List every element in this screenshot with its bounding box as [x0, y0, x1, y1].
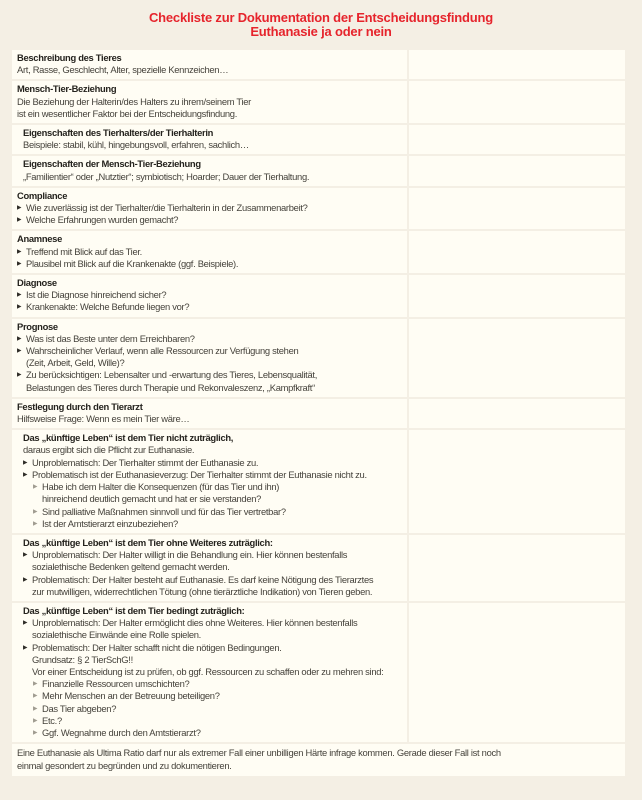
- row-line-text: Unproblematisch: Der Halter willigt in die Behandlung ein. Hier können bestenfalls: [32, 549, 348, 561]
- row-line: [33, 518, 399, 530]
- table-row-mensch-tier-beziehung: [12, 81, 625, 123]
- row-line: [23, 574, 399, 586]
- row-heading: Eigenschaften des Tierhalters/der Tierhalterin: [23, 127, 214, 139]
- row-line-text: Unproblematisch: Der Halter ermöglicht dies ohne Weiteres. Hier können bestenfalls: [32, 617, 358, 629]
- bullet-icon: ▶: [17, 335, 22, 342]
- row-heading: Eigenschaften der Mensch-Tier-Beziehung: [23, 158, 201, 170]
- table-row-anamnese: [12, 231, 625, 273]
- row-line: [33, 727, 399, 739]
- row-heading: Diagnose: [17, 277, 57, 289]
- row-line-text: Problematisch: Der Halter besteht auf Euthanasie. Es darf keine Nötigung des Tierarztes: [32, 573, 374, 585]
- page-title-line-1: Checkliste zur Dokumentation der Entscheidungsfindung: [148, 10, 494, 25]
- row-heading: Compliance: [17, 189, 68, 201]
- sub-bullet-icon: ▶: [33, 729, 38, 736]
- bullet-icon: ▶: [23, 644, 28, 651]
- row-line: [17, 413, 399, 425]
- row-line-text: Krankenakte: Welche Befunde liegen vor?: [26, 301, 190, 313]
- notes-cell: [409, 188, 625, 230]
- bullet-icon: ▶: [23, 459, 28, 466]
- row-line-text: Was ist das Beste unter dem Erreichbaren?: [26, 332, 195, 344]
- row-line: [17, 64, 399, 76]
- sub-bullet-icon: ▶: [33, 681, 38, 688]
- row-line: [33, 703, 399, 715]
- row-line: [23, 171, 399, 183]
- row-content: [12, 156, 407, 185]
- row-line: [17, 214, 399, 226]
- row-line: [23, 549, 399, 561]
- row-line: [17, 382, 399, 394]
- row-content: [12, 535, 407, 601]
- row-line: [33, 506, 399, 518]
- row-line: [17, 301, 399, 313]
- bullet-icon: ▶: [23, 552, 28, 559]
- row-line: [23, 617, 399, 629]
- bullet-icon: ▶: [17, 260, 22, 267]
- sub-bullet-icon: ▶: [33, 484, 38, 491]
- row-line-text: Wahrscheinlicher Verlauf, wenn alle Ressourcen zur Verfügung stehen: [26, 345, 299, 357]
- row-line-text: Welche Erfahrungen wurden gemacht?: [26, 214, 179, 226]
- row-line: [17, 96, 399, 108]
- page-title-line-2: Euthanasie ja oder nein: [250, 24, 392, 39]
- row-content: [12, 430, 407, 533]
- row-content: [12, 399, 407, 428]
- row-line-text: „Familientier“ oder „Nutztier“; symbiotisch; Hoarder; Dauer der Tierhaltung.: [23, 170, 310, 182]
- row-heading: Anamnese: [17, 233, 63, 245]
- row-line-text: sozialethische Bedenken geltend gemacht werden.: [32, 561, 230, 573]
- notes-cell: [409, 275, 625, 317]
- sub-bullet-icon: ▶: [33, 508, 38, 515]
- table-row-kuenftiges-leben-nicht-zutraeglich: [12, 430, 625, 533]
- row-line-text: ist ein wesentlicher Faktor bei der Entscheidungsfindung.: [17, 107, 238, 119]
- row-line-text: Problematisch ist der Euthanasieverzug: Der Tierhalter stimmt der Euthanasie nicht zu.: [32, 468, 367, 480]
- table-row-kuenftiges-leben-ohne-weiteres-zutraeglich: [12, 535, 625, 601]
- footer-note: [12, 744, 625, 776]
- row-line-text: Art, Rasse, Geschlecht, Alter, spezielle Kennzeichen…: [17, 64, 229, 76]
- notes-cell: [409, 319, 625, 397]
- notes-cell: [409, 603, 625, 742]
- row-heading: Das „künftige Leben“ ist dem Tier bedingt zuträglich:: [23, 604, 245, 616]
- sub-bullet-icon: ▶: [33, 705, 38, 712]
- row-line: [23, 561, 399, 573]
- row-line: [17, 258, 399, 270]
- row-content: [12, 603, 407, 742]
- table-row-eigenschaften-mensch-tier-beziehung: [12, 156, 625, 185]
- row-line-text: Wie zuverlässig ist der Tierhalter/die Tierhalterin in der Zusammenarbeit?: [26, 202, 308, 214]
- row-heading: Das „künftige Leben“ ist dem Tier nicht zuträglich,: [23, 432, 234, 444]
- notes-cell: [409, 81, 625, 123]
- row-line: [17, 333, 399, 345]
- row-line-text: Plausibel mit Blick auf die Krankenakte (ggf. Beispiele).: [26, 257, 239, 269]
- row-content: [12, 81, 407, 123]
- row-heading: Beschreibung des Tieres: [17, 52, 122, 63]
- table-row-diagnose: [12, 275, 625, 317]
- row-heading: Festlegung durch den Tierarzt: [17, 400, 143, 412]
- sub-bullet-icon: ▶: [33, 717, 38, 724]
- row-line-text: Ggf. Wegnahme durch den Amtstierarzt?: [42, 726, 201, 738]
- row-line-text: Mehr Menschen an der Betreuung beteiligen?: [42, 690, 220, 702]
- row-line: [23, 493, 399, 505]
- row-line-text: Problematisch: Der Halter schafft nicht die nötigen Bedingungen.: [32, 641, 282, 653]
- sub-bullet-icon: ▶: [33, 520, 38, 527]
- row-heading: Prognose: [17, 320, 58, 332]
- row-content: [12, 231, 407, 273]
- row-line-text: Habe ich dem Halter die Konsequenzen (für das Tier und ihn): [42, 481, 280, 493]
- table-row-kuenftiges-leben-bedingt-zutraeglich: [12, 603, 625, 742]
- bullet-icon: ▶: [23, 620, 28, 627]
- bullet-icon: ▶: [17, 348, 22, 355]
- row-line-text: Ist der Amtstierarzt einzubeziehen?: [42, 517, 178, 529]
- row-line: [33, 690, 399, 702]
- row-line: [23, 457, 399, 469]
- row-line-text: sozialethische Einwände eine Rolle spielen.: [32, 629, 201, 641]
- checklist-table: [12, 50, 625, 742]
- bullet-icon: ▶: [17, 372, 22, 379]
- notes-cell: [409, 156, 625, 185]
- row-line-text: daraus ergibt sich die Pflicht zur Euthanasie.: [23, 444, 195, 456]
- footer-note-line-2: einmal gesondert zu begründen und zu dokumentieren.: [17, 759, 232, 771]
- row-line: [17, 246, 399, 258]
- row-content: [12, 50, 407, 79]
- row-line-text: Ist die Diagnose hinreichend sicher?: [26, 289, 167, 301]
- footer-note-line-1: Eine Euthanasie als Ultima Ratio darf nur als extremer Fall einer unbilligen Härte infrage kommen. Gerade dieser Fall ist noch: [17, 747, 501, 759]
- table-row-prognose: [12, 319, 625, 397]
- table-row-beschreibung-des-tieres: [12, 50, 625, 79]
- row-line-text: Unproblematisch: Der Tierhalter stimmt der Euthanasie zu.: [32, 456, 259, 468]
- row-line: [33, 481, 399, 493]
- row-line-text: Belastungen des Tieres durch Therapie und Rekonvaleszenz, „Kampfkraft“: [26, 381, 315, 393]
- row-line-text: Das Tier abgeben?: [42, 702, 117, 714]
- row-line: [23, 629, 399, 641]
- notes-cell: [409, 125, 625, 154]
- row-heading: Das „künftige Leben“ ist dem Tier ohne Weiteres zuträglich:: [23, 536, 273, 548]
- row-line: [17, 289, 399, 301]
- sub-bullet-icon: ▶: [33, 693, 38, 700]
- row-line: [23, 666, 399, 678]
- row-line-text: Hilfsweise Frage: Wenn es mein Tier wäre…: [17, 413, 190, 425]
- row-line: [17, 108, 399, 120]
- bullet-icon: ▶: [17, 304, 22, 311]
- notes-cell: [409, 231, 625, 273]
- row-line: [17, 369, 399, 381]
- row-line: [23, 586, 399, 598]
- row-line-text: hinreichend deutlich gemacht und hat er sie verstanden?: [42, 493, 262, 505]
- row-line-text: Finanzielle Ressourcen umschichten?: [42, 678, 190, 690]
- row-line: [23, 654, 399, 666]
- row-line-text: Vor einer Entscheidung ist zu prüfen, ob ggf. Ressourcen zu schaffen oder zu mehren sind:: [32, 665, 384, 677]
- notes-cell: [409, 535, 625, 601]
- row-line-text: Zu berücksichtigen: Lebensalter und -erwartung des Tieres, Lebensqualität,: [26, 369, 318, 381]
- row-content: [12, 125, 407, 154]
- table-row-compliance: [12, 188, 625, 230]
- row-line: [23, 469, 399, 481]
- table-row-festlegung-tierarzt: [12, 399, 625, 428]
- row-line-text: Beispiele: stabil, kühl, hingebungsvoll, erfahren, sachlich…: [23, 139, 249, 151]
- row-line-text: Die Beziehung der Halterin/des Halters zu ihrem/seinem Tier: [17, 95, 251, 107]
- row-line: [17, 357, 399, 369]
- row-line: [23, 642, 399, 654]
- table-row-eigenschaften-tierhalter: [12, 125, 625, 154]
- notes-cell: [409, 430, 625, 533]
- row-line-text: (Zeit, Arbeit, Geld, Wille)?: [26, 357, 125, 369]
- row-content: [12, 275, 407, 317]
- row-content: [12, 188, 407, 230]
- page-title: [0, 0, 642, 39]
- bullet-icon: ▶: [17, 205, 22, 212]
- notes-cell: [409, 399, 625, 428]
- row-line-text: Sind palliative Maßnahmen sinnvoll und für das Tier vertretbar?: [42, 505, 286, 517]
- bullet-icon: ▶: [17, 248, 22, 255]
- row-line: [33, 715, 399, 727]
- row-line: [33, 678, 399, 690]
- row-line-text: Grundsatz: § 2 TierSchG!!: [32, 653, 133, 665]
- bullet-icon: ▶: [17, 217, 22, 224]
- row-line-text: Etc.?: [42, 714, 62, 726]
- row-line-text: Treffend mit Blick auf das Tier.: [26, 245, 142, 257]
- row-line: [17, 345, 399, 357]
- row-line: [17, 202, 399, 214]
- row-line-text: zur mutwilligen, widerrechtlichen Tötung (ohne tierärztliche Indikation) von Tieren geben.: [32, 585, 373, 597]
- row-content: [12, 319, 407, 397]
- row-heading: Mensch-Tier-Beziehung: [17, 83, 117, 95]
- row-line: [23, 139, 399, 151]
- bullet-icon: ▶: [23, 471, 28, 478]
- row-line: [23, 444, 399, 456]
- bullet-icon: ▶: [23, 576, 28, 583]
- notes-cell: [409, 50, 625, 79]
- bullet-icon: ▶: [17, 292, 22, 299]
